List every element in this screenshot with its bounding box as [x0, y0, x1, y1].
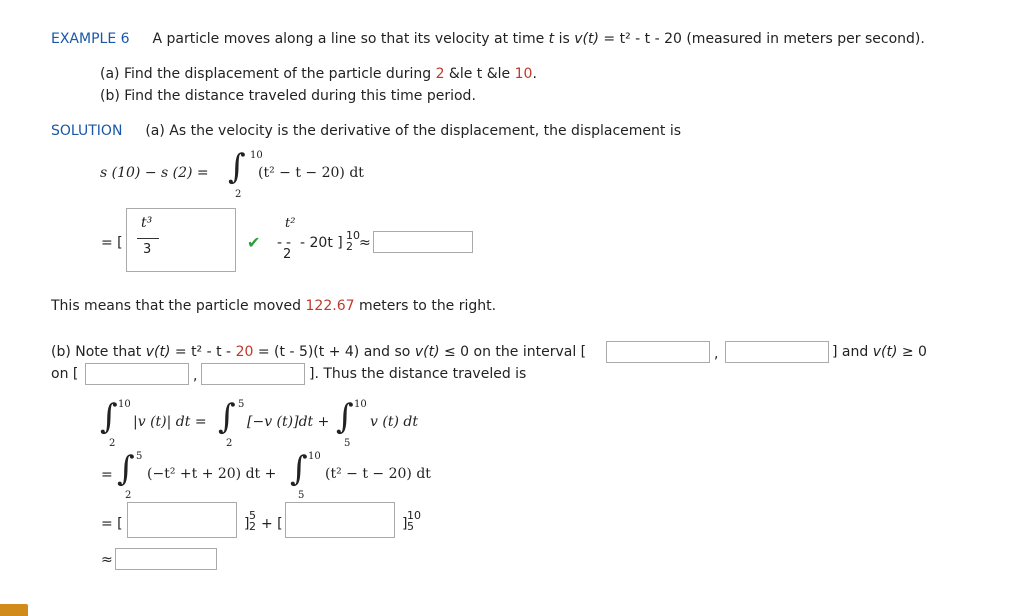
velocity-equation: = t² - t - 20: [598, 31, 687, 47]
eq-bracket: = [: [101, 235, 123, 251]
interval-mid: &le t &le: [444, 66, 515, 82]
comma-1: ,: [714, 346, 719, 362]
partb-line1: [51, 344, 586, 360]
velocity-symbol: v(t): [574, 31, 599, 47]
units-note: (measured in meters per second).: [686, 31, 925, 47]
question-a: [100, 66, 537, 82]
partb-close-and: ] and: [832, 344, 873, 360]
integral-sign-2: ∫: [218, 397, 236, 437]
partb-line2-end: ]. Thus the distance traveled is: [309, 366, 527, 382]
upper-limit-1: 10: [118, 399, 131, 410]
partb-vt3: v(t): [872, 344, 898, 360]
integral-sign-4: ∫: [117, 449, 135, 489]
meaning-prefix: This means that the particle moved: [51, 298, 306, 314]
partb-factored: = (t - 5)(t + 4): [253, 344, 360, 360]
meaning-suffix: meters to the right.: [354, 298, 497, 314]
pos-interval-start-input[interactable]: [85, 363, 189, 385]
lower-limit-1: 2: [109, 438, 116, 449]
example-label: EXAMPLE 6: [51, 31, 130, 47]
integral-sign-1: ∫: [100, 397, 118, 437]
partb-mid: = t² - t -: [170, 344, 236, 360]
comma-2: ,: [193, 368, 198, 384]
meaning-line: [51, 298, 496, 314]
frac-denominator: 3: [143, 242, 152, 257]
interval-low: 2: [435, 66, 445, 82]
neg-antiderivative-input[interactable]: [127, 502, 237, 538]
solution-label: SOLUTION: [51, 123, 123, 139]
minus-20t: - 20t ]: [300, 235, 343, 251]
time-variable: t: [548, 31, 555, 47]
plus-bracket: + [: [261, 516, 283, 532]
fraction-bar: [137, 238, 159, 239]
partb-vt2: v(t): [414, 344, 440, 360]
fraction-dash: -: [286, 235, 292, 251]
example-header: [51, 31, 925, 47]
pos-antiderivative-input[interactable]: [285, 502, 395, 538]
antiderivative-box[interactable]: [126, 208, 236, 272]
integral-sign: ∫: [228, 147, 246, 187]
displacement-lhs: s (10) − s (2) =: [100, 165, 209, 181]
eval1-lower: 2: [249, 520, 256, 533]
close-bracket-2: ]: [402, 516, 408, 532]
integral-sign-5: ∫: [290, 449, 308, 489]
partb-twenty: 20: [235, 344, 254, 360]
lower-limit-5: 5: [298, 490, 305, 501]
displacement-answer-input[interactable]: [373, 231, 473, 253]
solution-line: [51, 123, 681, 139]
eval2-upper: 10: [407, 509, 421, 522]
neg-interval-start-input[interactable]: [606, 341, 710, 363]
approx-sign-2: ≈: [101, 552, 113, 568]
integrand: (t² − t − 20) dt: [258, 165, 364, 181]
partb-prefix: (b) Note that: [51, 344, 146, 360]
upper-limit-2: 5: [238, 399, 245, 410]
integral-sign-3: ∫: [336, 397, 354, 437]
solution-a-text: (a) As the velocity is the derivative of the displacement, the displacement is: [145, 123, 682, 139]
question-b: (b) Find the distance traveled during this time period.: [100, 88, 476, 104]
meaning-value: 122.67: [305, 298, 355, 314]
eval-upper: 10: [346, 229, 360, 242]
lower-limit-2: 2: [226, 438, 233, 449]
partb-line1-end: [832, 344, 927, 360]
partb-on: on [: [51, 366, 79, 382]
pos-velocity-term: v (t) dt: [370, 414, 418, 430]
approx-sign: ≈: [359, 235, 371, 251]
lower-limit-3: 5: [344, 438, 351, 449]
check-icon: ✔: [247, 233, 261, 252]
interval-high: 10: [514, 66, 533, 82]
upper-limit-3: 10: [354, 399, 367, 410]
pos-polynomial-term: (t² − t − 20) dt: [325, 466, 431, 482]
lower-limit-4: 2: [125, 490, 132, 501]
corner-tab[interactable]: [0, 604, 28, 616]
upper-limit-5: 10: [308, 451, 321, 462]
eval1-upper: 5: [249, 509, 256, 522]
equals-2: =: [101, 467, 113, 483]
neg-polynomial-term: (−t² +t + 20) dt +: [147, 466, 277, 482]
lower-limit: 2: [235, 189, 242, 200]
neg-velocity-term: [−v (t)]dt +: [247, 414, 330, 430]
minus-sign: -: [277, 235, 283, 251]
partb-vt: v(t): [145, 344, 171, 360]
partb-le0: ≤ 0 on the interval [: [439, 344, 587, 360]
pos-interval-end-input[interactable]: [201, 363, 305, 385]
equals-bracket-3: = [: [101, 516, 123, 532]
neg-interval-end-input[interactable]: [725, 341, 829, 363]
upper-limit: 10: [250, 150, 263, 161]
distance-answer-input[interactable]: [115, 548, 217, 570]
question-a-prefix: (a) Find the displacement of the particle during: [100, 66, 436, 82]
eval-lower: 2: [346, 240, 353, 253]
question-a-end: .: [532, 66, 537, 82]
t-squared-numerator: t²: [285, 216, 296, 231]
upper-limit-4: 5: [136, 451, 143, 462]
example-is: is: [554, 31, 575, 47]
example-intro: A particle moves along a line so that its velocity at time: [152, 31, 549, 47]
abs-velocity-term: |v (t)| dt =: [133, 414, 207, 430]
close-bracket-1: ]: [244, 516, 250, 532]
partb-and: and so: [359, 344, 415, 360]
partb-ge0: ≥ 0: [897, 344, 927, 360]
frac-numerator: t³: [141, 215, 153, 231]
t-squared-denominator: 2: [283, 247, 292, 262]
eval2-lower: 5: [407, 520, 414, 533]
